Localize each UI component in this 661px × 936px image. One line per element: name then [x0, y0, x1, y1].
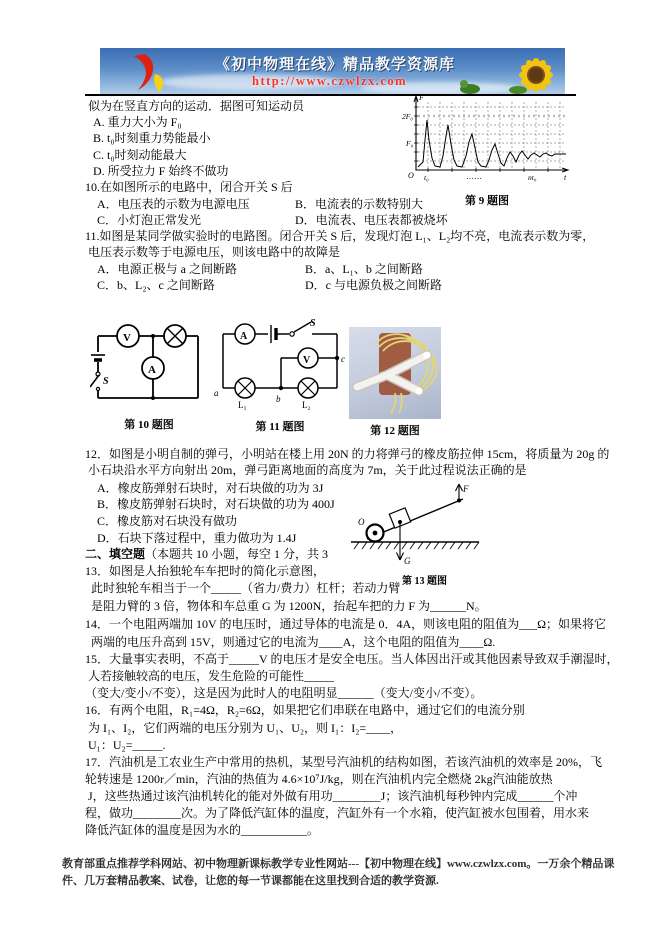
junction-dot [151, 334, 155, 338]
q13-line3: 是阻力臂的 3 倍，物体和车总重 G 为 1200N，抬起车把的力 F 为______N。 [91, 599, 487, 613]
banner-url: http://www.czwlzx.com [252, 74, 408, 88]
q11-option-a: A．电源正极与 a 之间断路 [97, 262, 237, 276]
q17-line4: 程，做功________次。为了降低汽缸体的温度，汽缸外有一个水箱，使汽缸被水包围着，用水来 [85, 806, 590, 820]
q9-option-c: C. t₀时刻动能最大 [93, 148, 187, 162]
q14-line2: 两端的电压升高到 15V，则通过它的电流为____A，这个电阻的阻值为____Ω. [91, 635, 496, 649]
q13-line1: 13．如图是人抬独轮车车把时的简化示意图， [85, 564, 326, 578]
q17-line1: 17．汽油机是工农业生产中常用的热机，某型号汽油机的结构如图，若该汽油机的效率是 20%，飞 [85, 755, 602, 769]
lamp1-label: L₁ [238, 400, 247, 410]
q9-option-d: D. 所受拉力 F 始终不做功 [93, 164, 229, 178]
q12-option-a: A．橡皮筋弹射石块时，对石块做的功为 3J [97, 481, 324, 495]
q10-option-c: C．小灯泡正常发光 [97, 213, 202, 227]
node-a-label: a [214, 388, 219, 398]
sunflower-icon [452, 56, 562, 94]
q12-stem-line2: 小石块沿水平方向射出 20m，弹弓距离地面的高度为 7m，关于此过程说法正确的是 [88, 463, 527, 477]
fig9-force-time-graph [402, 92, 572, 208]
voltmeter-label: V [123, 332, 131, 344]
origin-label: O [408, 171, 414, 180]
fig13-wheelbarrow-diagram [345, 482, 485, 570]
ammeter-label: A [240, 331, 248, 342]
q11-option-c: C．b、L₂、c 之间断路 [97, 278, 215, 292]
node-c-label: c [341, 354, 345, 364]
junction-dot [151, 396, 155, 400]
fig10-caption: 第 10 题图 [124, 419, 174, 431]
y-axis-label: F [419, 93, 424, 102]
pivot-label: O [358, 517, 365, 527]
x-tick-nt0: nt₀ [528, 173, 537, 182]
switch-blade [294, 322, 311, 332]
gravity-label: G [404, 556, 411, 566]
footer-line1: 教育部重点推荐学科网站、初中物理新课标教学专业性网站---【初中物理在线】www.czwlzx.com。一万余个精品课 [62, 858, 615, 870]
fig11-circuit-diagram [213, 318, 347, 434]
footer-line2: 件、几万套精品教案、试卷，让您的每一节课都能在这里找到合适的教学资源. [62, 875, 439, 887]
q12-stem-line1: 12．如图是小明自制的弹弓，小明站在楼上用 20N 的力将弹弓的橡皮筋拉伸 15cm，将质量为 20g 的 [85, 447, 610, 461]
q11-option-d: D．c 与电源负极之间断路 [305, 278, 442, 292]
lamp2-label: L₂ [302, 400, 311, 410]
fig11-caption: 第 11 题图 [255, 421, 305, 433]
q16-line1: 16．有两个电阻，R₁=4Ω，R₂=6Ω，如果把它们串联在电路中，通过它们的电流分别 [85, 703, 525, 717]
switch-label: S [310, 318, 316, 329]
switch-blade [90, 375, 99, 387]
q16-line3: U₁：U₂=_____. [88, 738, 166, 752]
q10-option-a: A．电压表的示数为电源电压 [97, 197, 250, 211]
q12-option-c: C．橡皮筋对石块没有做功 [97, 514, 238, 528]
q10-stem: 10.在如图所示的电路中，闭合开关 S 后 [85, 180, 293, 194]
q11-stem-line1: 11.如图是某同学做实验时的电路图。闭合开关 S 后，发现灯泡 L₁、L₂均不亮，电流表示数为零， [85, 229, 595, 243]
fig10-circuit-diagram [90, 316, 208, 432]
x-axis-label: t [564, 173, 567, 182]
q14-line1: 14．一个电阻两端加 10V 的电压时，通过导体的电流是 0．4A，则该电阻的阻值为___Ω；如果将它 [85, 617, 607, 631]
switch-label: S [103, 376, 109, 387]
switch-contact [96, 387, 99, 390]
fig12-slingshot-photo [349, 327, 441, 438]
q12-option-d: D．石块下落过程中，重力做功为 1.4J [97, 531, 297, 545]
q15-line2: 人若接触较高的电压，发生危险的可能性_____ [88, 669, 335, 683]
q16-line2: 为 I₁、I₂，它们两端的电压分别为 U₁、U₂，则 I₁：I₂=____， [88, 721, 403, 735]
site-banner [100, 48, 565, 94]
force-label: F [463, 484, 469, 494]
fig9-caption: 第 9 题图 [465, 195, 509, 207]
fig12-caption: 第 12 题图 [370, 425, 420, 437]
force-arrow [456, 484, 463, 500]
fig11-circuit-canvas [213, 318, 347, 410]
section2-title: 二、填空题 [85, 547, 146, 561]
x-tick-t0: t₀ [424, 173, 429, 182]
q9-intro: 似为在竖直方向的运动．据图可知运动员 [88, 99, 305, 113]
q10-option-d: D．电流表、电压表都被烧坏 [295, 213, 448, 227]
banner-title: 《初中物理在线》精品教学资源库 [215, 57, 456, 73]
ground-hatching [354, 542, 479, 549]
q17-line3: J，这些热通过该汽油机转化的能对外做有用功________J；该汽油机每秒钟内完成______个冲 [88, 789, 578, 803]
y-tick-2F0: 2F₀ [402, 112, 413, 121]
x-tick-ellipsis: …… [466, 172, 482, 181]
q11-stem-line2: 电压表示数等于电源电压，则该电路中的故障是 [88, 245, 341, 259]
q9-option-b: B. t₀时刻重力势能最小 [93, 131, 211, 145]
slingshot-photo-frame [349, 327, 441, 419]
node-b-label: b [276, 394, 281, 404]
fig9-graph-canvas [402, 92, 572, 184]
grid-vertical-lines [428, 102, 560, 170]
q15-line3: （变大/变小/不变），这是因为此时人的电阻明显______（变大/变小/不变）。 [85, 686, 483, 700]
site-logo-icon [128, 54, 172, 94]
y-tick-F0: F₀ [406, 139, 414, 148]
fig13-caption: 第 13 题图 [402, 576, 447, 587]
switch-contact [290, 332, 294, 336]
fig10-circuit-canvas [90, 316, 208, 408]
q15-line1: 15．大量事实表明，不高于_____V 的电压才是安全电压。当人体因出汗或其他因素导致双手潮湿时， [85, 652, 619, 666]
node-c-dot [335, 356, 339, 360]
node-b-dot [279, 386, 283, 390]
q13-line2: 此时独轮车相当于一个_____（省力/费力）杠杆；若动力臂 [91, 581, 401, 595]
voltmeter-label: V [303, 355, 311, 366]
section2-meta: （本题共 10 小题，每空 1 分，共 3 [145, 547, 329, 561]
section2-header [85, 547, 328, 561]
ammeter-label: A [148, 364, 156, 376]
slingshot-illustration [349, 327, 441, 419]
q9-option-a: A. 重力大小为 F₀ [93, 115, 182, 129]
q17-line2: 轮转速是 1200r／min，汽油的热值为 4.6×10⁷J/kg，则在汽油机内完全燃烧 2kg汽油能放热 [85, 772, 553, 786]
q10-option-b: B．电流表的示数特别大 [295, 197, 424, 211]
q11-option-b: B．a、L₁、b 之间断路 [305, 262, 423, 276]
q12-option-b: B．橡皮筋弹射石块时，对石块做的功为 400J [97, 497, 335, 511]
q17-line5: 降低汽缸体的温度是因为水的___________。 [85, 823, 320, 837]
wheel-hub [373, 531, 378, 536]
